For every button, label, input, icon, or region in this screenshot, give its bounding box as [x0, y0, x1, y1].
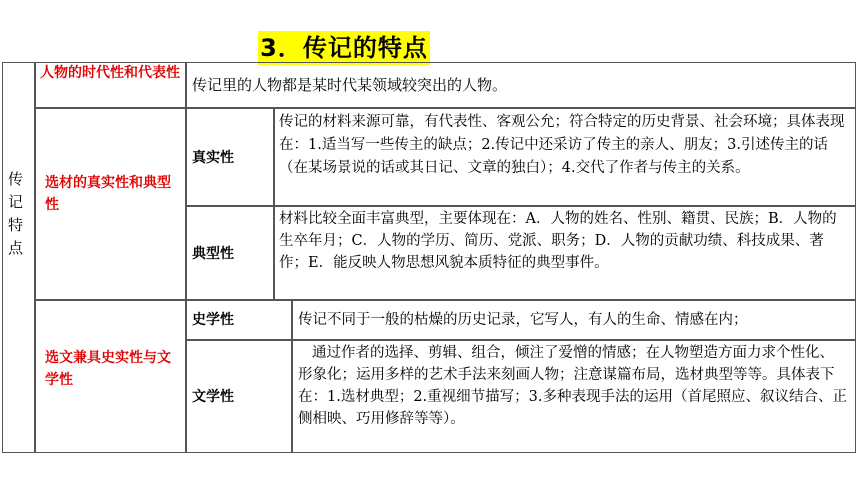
side-label: 传记特点 — [8, 170, 24, 257]
page-title: 3．传记的特点 — [258, 31, 430, 65]
row3-sub1-content: 传记不同于一般的枯燥的历史记录，它写人，有人的生命、情感在内； — [298, 312, 748, 328]
row2-category: 选材的真实性和典型性 — [45, 175, 171, 213]
row2-sub2-content: 材料比较全面丰富典型，主要体现在：A．人物的姓名、性别、籍贯、民族；B．人物的生卒年月；C．人物的学历、简历、党派、职务；D．人物的贡献功绩、科技成果、著作；E．能反映人物思想风貌本质特征的典型事件。 — [279, 211, 837, 271]
row3-sub2-label: 文学性 — [192, 389, 234, 405]
row1-category: 人物的时代性和代表性 — [40, 65, 180, 81]
row2-sub1-label: 真实性 — [192, 150, 234, 166]
row1-content: 传记里的人物都是某时代某领域较突出的人物。 — [192, 76, 508, 94]
row3-sub1-label: 史学性 — [192, 312, 234, 328]
row3-category: 选文兼具史实性与文学性 — [45, 350, 171, 388]
row3-sub2-content: 通过作者的选择、剪辑、组合，倾注了爱憎的情感；在人物塑造方面力求个性化、形象化；运用多样的艺术手法来刻画人物；注意谋篇布局，选材典型等等。具体表下在：1.选材典型；2.重视细节描写；3.多种表现手法的运用（首尾照应、叙议结合、正侧相映、巧用修辞等等）。 — [298, 345, 848, 427]
row2-sub2-label: 典型性 — [192, 246, 234, 262]
row2-sub1-content: 传记的材料来源可靠，有代表性、客观公允；符合特定的历史背景、社会环境；具体表现在：1.适当写一些传主的缺点；2.传记中还采访了传主的亲人、朋友；3.引述传主的话（在某场景说的话或其日记、文章的独白）；4.交代了作者与传主的关系。 — [279, 114, 845, 176]
